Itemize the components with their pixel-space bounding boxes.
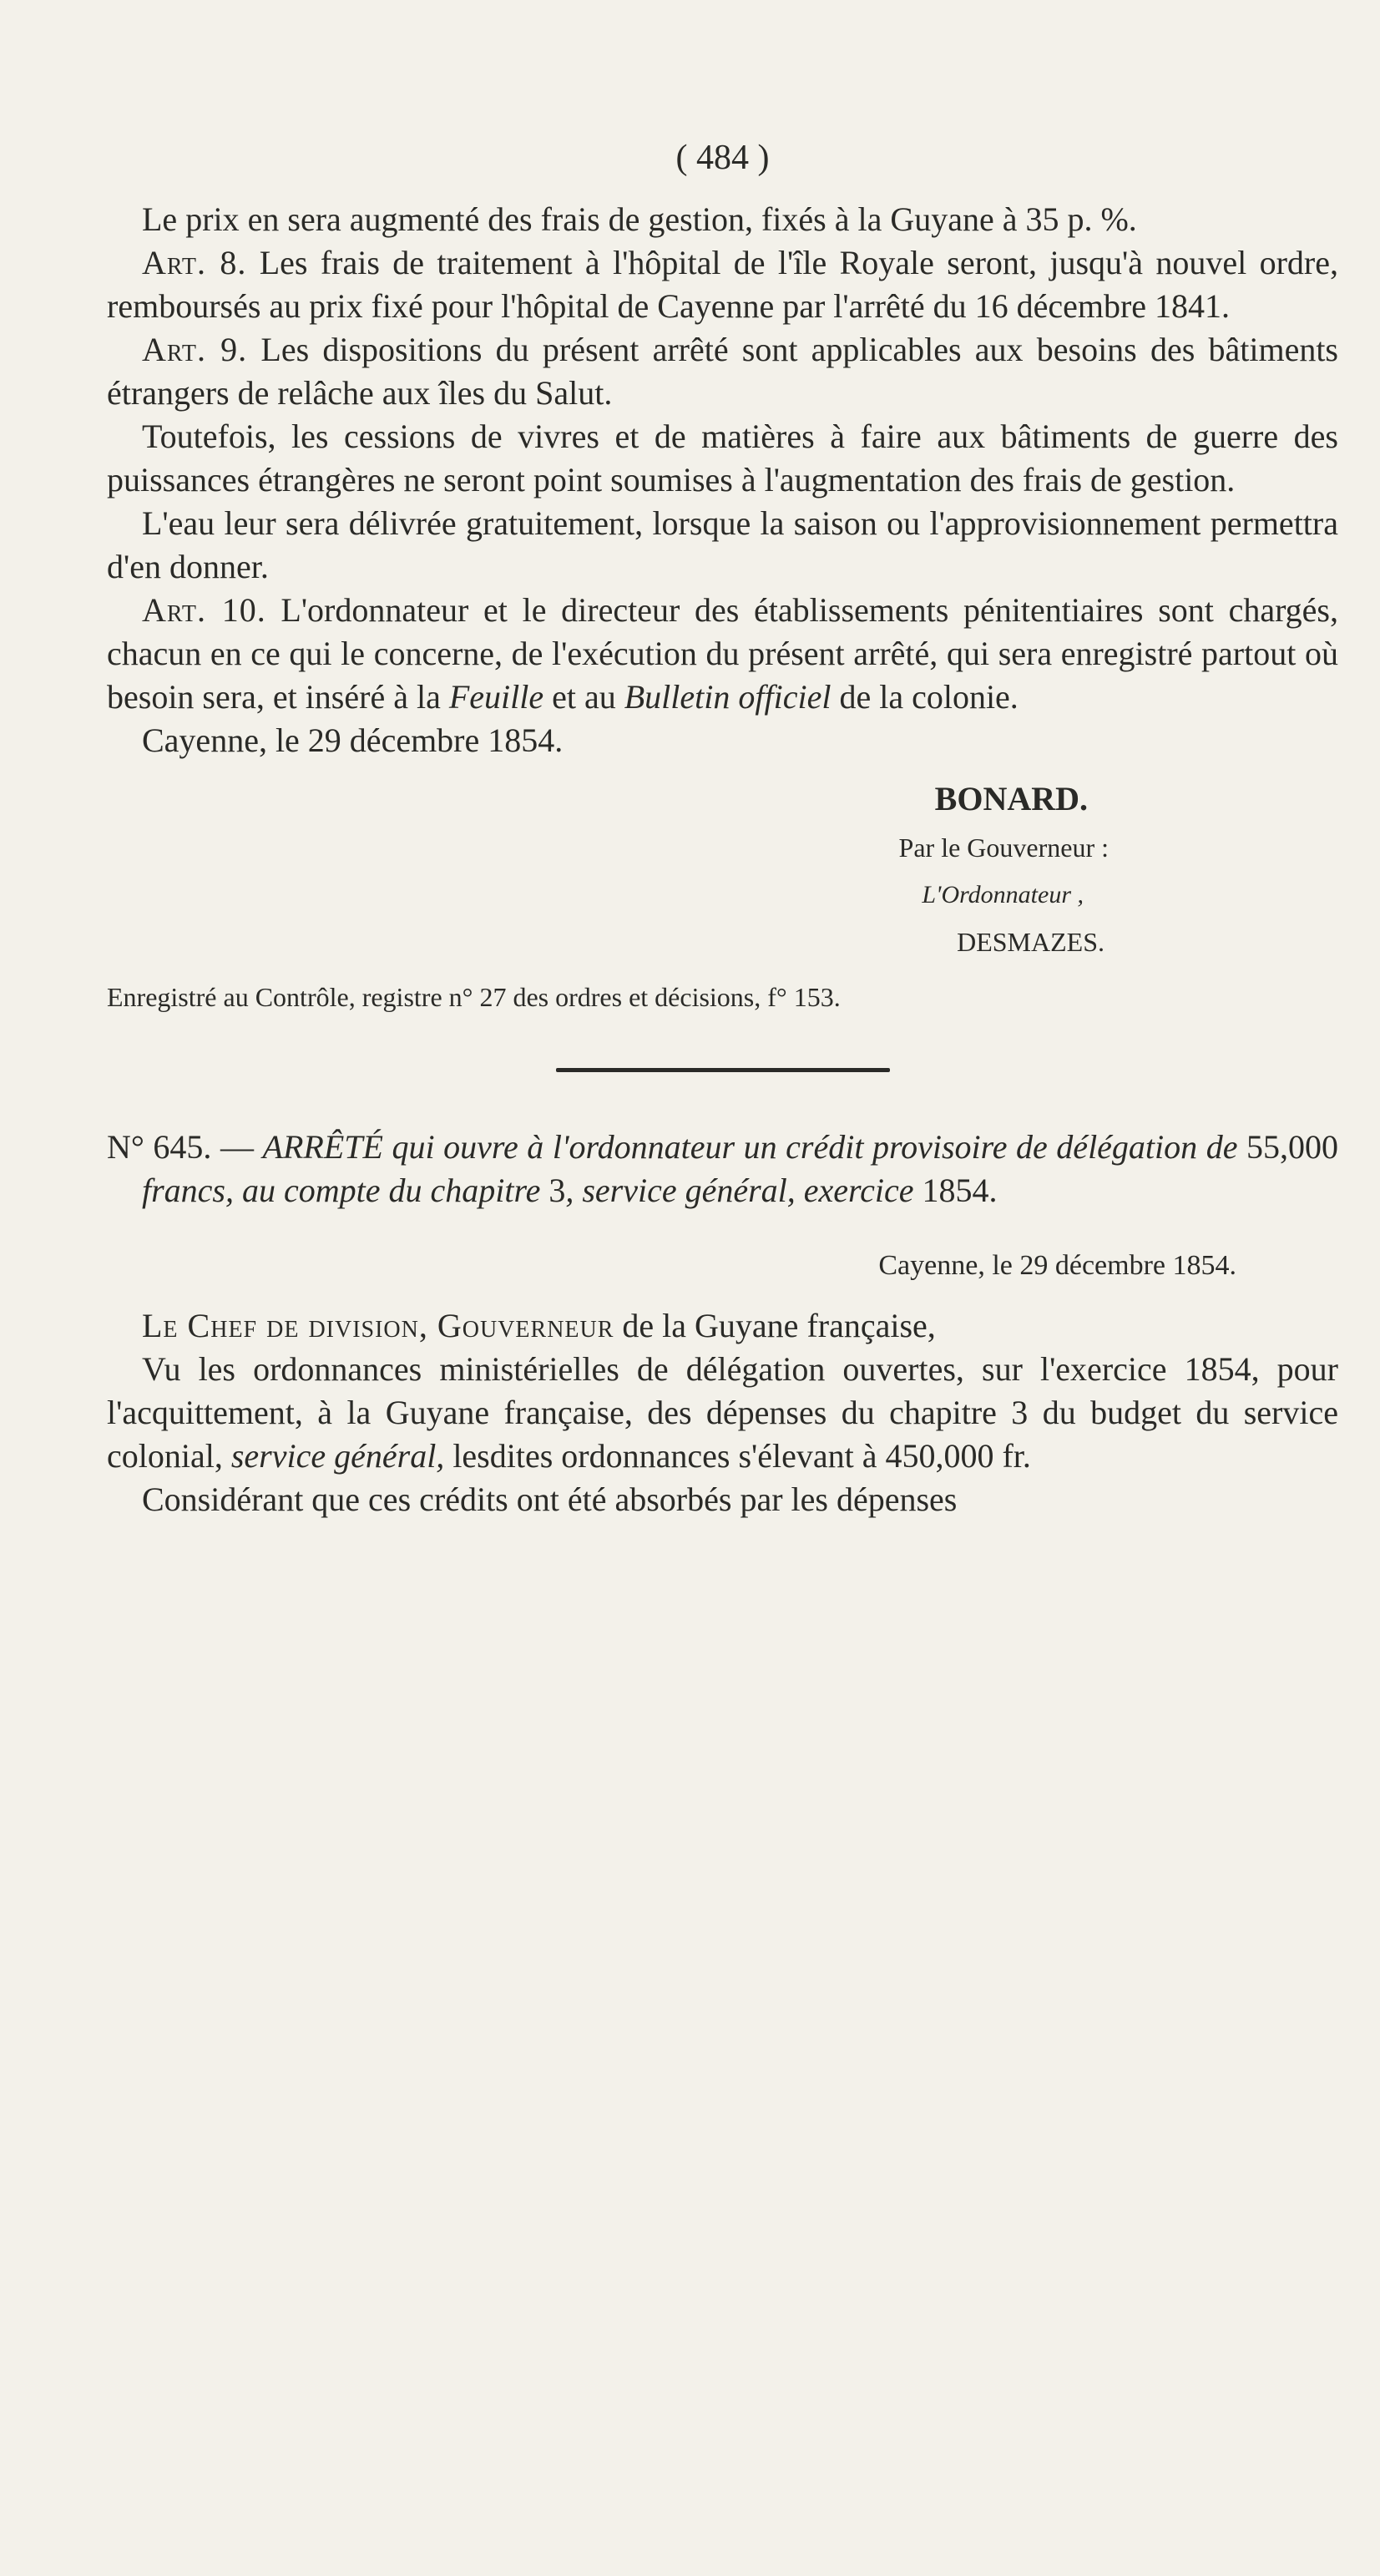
considerant-text: Considérant que ces crédits ont été absorbés par les dépenses: [142, 1480, 958, 1518]
paragraph-toutefois: [107, 415, 1338, 502]
date-line: [107, 719, 1338, 762]
article-9-text: Les dispositions du présent arrêté sont applicables aux besoins des bâtiments étrangers de relâche aux îles du Salut.: [107, 331, 1338, 412]
date-line-text: Cayenne, le 29 décembre 1854.: [142, 721, 564, 759]
article-9-label: Art. 9.: [142, 331, 248, 368]
registration-note: Enregistré au Contrôle, registre n° 27 des ordres et décisions, f° 153.: [107, 982, 841, 1012]
arrete-number: N° 645.: [107, 1128, 212, 1166]
article-10-text-a: L'ordonnateur et le directeur des établissements pénitentiaires sont chargés, chacun en ce qui le concerne, de l'exécution du présent arrêté, qui sera enregistré partout où besoin sera, et inséré à la: [107, 591, 1339, 716]
chef-text: de la Guyane française,: [614, 1307, 936, 1344]
paragraph-prix-text: Le prix en sera augmenté des frais de gestion, fixés à la Guyane à 35 p. %.: [142, 200, 1137, 238]
article-8-text: Les frais de traitement à l'hôpital de l'île Royale seront, jusqu'à nouvel ordre, remboursés au prix fixé pour l'hôpital de Cayenne par l'arrêté du 16 décembre 1841.: [107, 244, 1338, 325]
vu-text-b: lesdites ordonnances s'élevant à 450,000 fr.: [444, 1437, 1031, 1475]
paragraph-eau-text: L'eau leur sera délivrée gratuitement, lorsque la saison ou l'approvisionnement permettra d'en donner.: [107, 504, 1338, 585]
section-divider: [556, 1068, 890, 1072]
chef-paragraph: [107, 1304, 1338, 1348]
arrete-year: 1854: [922, 1172, 989, 1209]
article-10: [107, 589, 1338, 719]
paragraph-eau: [107, 502, 1338, 589]
feuille-title: Feuille: [448, 678, 544, 716]
arrete-amount: 55,000: [1246, 1128, 1339, 1166]
article-8-label: Art. 8.: [142, 244, 247, 281]
arrete-chapter: 3: [548, 1172, 566, 1209]
article-10-label: Art. 10.: [142, 591, 266, 629]
arrete-title-b: francs, au compte du chapitre: [142, 1172, 549, 1209]
paragraph-toutefois-text: Toutefois, les cessions de vivres et de matières à faire aux bâtiments de guerre des puissances étrangères ne seront point soumises à l'augmentation des frais de gestion.: [107, 418, 1338, 498]
arrete-title-c: , service général, exercice: [565, 1172, 923, 1209]
signature-name: BONARD.: [934, 780, 1088, 817]
paragraph-prix: [107, 198, 1338, 241]
arrete-dash: —: [211, 1128, 263, 1166]
arrete-place-date: Cayenne, le 29 décembre 1854.: [878, 1250, 1236, 1281]
article-10-text-c: de la colonie.: [831, 678, 1019, 716]
vu-service: service général,: [230, 1437, 445, 1475]
document-page: [107, 138, 1338, 1521]
arrete-title-d: .: [988, 1172, 998, 1209]
signature-par: Par le Gouverneur :: [898, 833, 1109, 863]
signature-role: L'Ordonnateur ,: [922, 881, 1084, 908]
chef-label: Le Chef de division, Gouverneur: [142, 1307, 614, 1344]
page-number: ( 484 ): [675, 139, 770, 177]
vu-text-a: Vu les ordonnances ministérielles de délégation ouvertes, sur l'exercice 1854, pour l'acquittement, à la Guyane française, des dépenses du chapitre 3 du budget du service colonial,: [107, 1350, 1338, 1475]
article-9: [107, 328, 1338, 415]
article-10-text-b: et au: [543, 678, 624, 716]
vu-paragraph: [107, 1348, 1338, 1478]
article-8: [107, 241, 1338, 328]
signature-name-2: DESMAZES.: [957, 927, 1105, 957]
arrete-title: ARRÊTÉ qui ouvre à l'ordonnateur un crédit provisoire de délégation de: [262, 1128, 1247, 1166]
considerant-paragraph: [107, 1478, 1338, 1521]
arrete-heading: [107, 1126, 1338, 1212]
bulletin-title: Bulletin officiel: [624, 678, 832, 716]
